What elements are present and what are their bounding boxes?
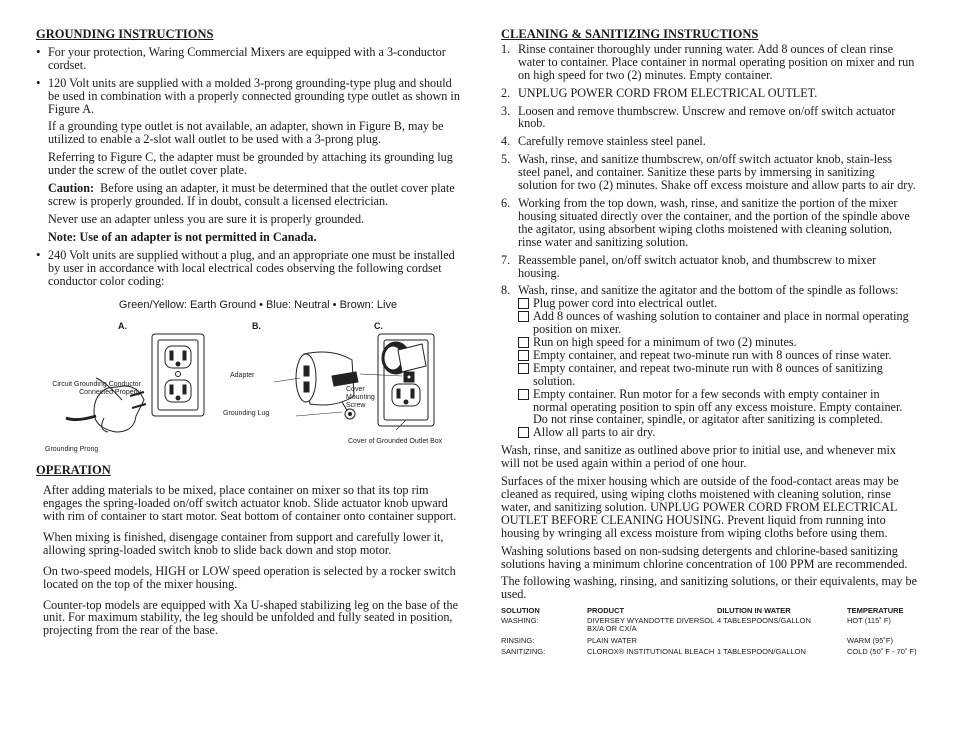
cleaning-step: 8. Wash, rinse, and sanitize the agitator and the bottom of the spindle as follows: <box>501 283 899 298</box>
cleaning-heading: CLEANING & SANITIZING INSTRUCTIONS <box>501 27 759 41</box>
substep-item: Plug power cord into electrical outlet. <box>518 297 917 310</box>
cleaning-paragraph-initial-use: Wash, rinse, and sanitize as outlined above prior to initial use, and whenever mix will not be used again within a period of one hour. <box>501 443 897 471</box>
table-cell: COLD (50˚ F - 70˚ F) <box>847 647 917 657</box>
cleaning-step: 5. Wash, rinse, and sanitize thumbscrew, on/off switch actuator knob, stain-less steel panel, and container. Sanitize these parts by immersing in sanitizing solution for two (2) minutes. Shake off excess moisture and allow parts to air dry. <box>501 152 916 193</box>
table-cell: 4 TABLESPOONS/GALLON <box>717 615 811 625</box>
cleaning-paragraph-solutions: Washing solutions based on non-sudsing detergents and chlorine-based sanitizing solutions having a minimum chlorine concentration of 100 PPM are recommended. <box>501 543 908 571</box>
table-header: TEMPERATURE <box>847 606 904 616</box>
checkbox-icon <box>518 311 529 322</box>
adapter-paragraph: If a grounding type outlet is not available, an adapter, shown in Figure B, may be utilized to enable a 2-slot wall outlet to be used with a 3-prong plug. <box>48 119 444 147</box>
cleaning-paragraph-equivalents: The following washing, rinsing, and sanitizing solutions, or their equivalents, may be used. <box>501 574 917 602</box>
checkbox-icon <box>518 389 529 400</box>
figure-b-label-lug: Grounding Lug <box>223 410 270 418</box>
cleaning-paragraph-housing: Surfaces of the mixer housing which are outside of the food-contact areas may be cleaned as required, using wiping cloths moistened with cleaning solution, rinse water, and sanitizing solution. UNPLUG POWER CORD FROM ELECTRICAL OUTLET BEFORE CLEANING HOUSING. Prevent liquid from running into housing by wringing all excess moisture from wiping cloths before using them. <box>501 474 899 540</box>
table-cell: HOT (115˚ F) <box>847 615 891 625</box>
checkbox-icon <box>518 337 529 348</box>
table-header: DILUTION IN WATER <box>717 606 791 616</box>
table-row <box>501 634 917 646</box>
grounding-bullet-240v: • 240 Volt units are supplied without a plug, and an appropriate one must be installed by user in accordance with local electrical codes observing the following cordset conductor color coding: <box>36 249 460 288</box>
figure-a-label-prong: Grounding Prong <box>45 446 99 454</box>
agitator-substeps <box>501 297 917 439</box>
cleaning-step: 3. Loosen and remove thumbscrew. Unscrew and remove on/off switch actuator knob. <box>501 103 896 131</box>
left-column <box>36 28 460 645</box>
right-column <box>501 28 917 657</box>
table-cell <box>717 634 847 646</box>
operation-paragraph-1: After adding materials to be mixed, place container on mixer so that its top rim engages the spring-loaded on/off switch actuator knob. Slide actuator knob upward with rim of container to start motor. Seat bottom of container onto container support. <box>43 483 457 524</box>
canada-note: Note: Use of an adapter is not permitted in Canada. <box>48 229 317 244</box>
table-row <box>501 617 917 634</box>
caution-paragraph <box>36 182 460 208</box>
figure-c-label-box: Cover of Grounded Outlet Box <box>348 438 443 446</box>
table-cell: 1 TABLESPOON/GALLON <box>717 647 806 657</box>
cleaning-step: 7. Reassemble panel, on/off switch actuator knob, and thumbscrew to mixer housing. <box>501 252 877 280</box>
cleaning-step: 4. Carefully remove stainless steel panel. <box>501 134 706 149</box>
table-cell: SANITIZING: <box>501 647 546 657</box>
operation-paragraph-2: When mixing is finished, disengage container from support and carefully lower it, allowing spring-loaded switch knob to slide back down and stop motor. <box>43 529 444 557</box>
figure-c-title: C. <box>374 321 383 332</box>
grounding-bullet-cordset: • For your protection, Waring Commercial Mixers are equipped with a 3-conductor cordset. <box>36 46 460 72</box>
cleaning-step: 1. Rinse container thoroughly under running water. Add 8 ounces of clean rinse water to container. Place container in normal operating position on mixer and run on high speed for two (2) minutes. Empty container. <box>501 41 915 82</box>
substep-item: Empty container, and repeat two-minute run with 8 ounces of sanitizing solution. <box>518 362 917 388</box>
checkbox-icon <box>518 363 529 374</box>
figure-b-title: B. <box>252 321 261 332</box>
operation-paragraph-4: Counter-top models are equipped with Xa U-shaped stabilizing leg on the base of the unit. For maximum stability, the leg should be unfolded and fully seated in position, projecting from the rear of the base. <box>43 597 459 638</box>
table-cell: PLAIN WATER <box>587 635 638 645</box>
cleaning-step: 2. UNPLUG POWER CORD FROM ELECTRICAL OUTLET. <box>501 85 818 100</box>
figure-c-paragraph: Referring to Figure C, the adapter must be grounded by attaching its grounding lug under the screw of the outlet cover plate. <box>48 150 453 178</box>
substep-item: Allow all parts to air dry. <box>518 426 917 439</box>
table-row <box>501 645 917 657</box>
table-cell: WASHING: <box>501 615 539 625</box>
grounding-heading: GROUNDING INSTRUCTIONS <box>36 27 214 41</box>
never-paragraph: Never use an adapter unless you are sure it is properly grounded. <box>48 211 365 226</box>
checkbox-icon <box>518 350 529 361</box>
figure-c-label-screw: Cover Mounting Screw <box>346 386 375 410</box>
grounding-bullet-120v: • 120 Volt units are supplied with a molded 3-prong grounding-type plug and should be used in combination with a properly connected grounding type outlet as shown in Figure A. <box>36 77 460 116</box>
checkbox-icon <box>518 427 529 438</box>
color-coding-line: Green/Yellow: Earth Ground • Blue: Neutral • Brown: Live <box>118 299 398 312</box>
table-cell: CLOROX® INSTITUTIONAL BLEACH <box>587 647 715 657</box>
substep-item: Empty container. Run motor for a few seconds with empty container in normal operating position to spin off any excess moisture. Empty container. Do not rinse container, spindle, or agitator after sanitizing is completed. <box>518 388 917 427</box>
caution-label: Caution: <box>48 181 95 196</box>
figure-a-title: A. <box>118 321 127 332</box>
substep-item: Empty container, and repeat two-minute run with 8 ounces of rinse water. <box>518 349 917 362</box>
solutions-table <box>501 607 917 657</box>
table-cell: RINSING: <box>501 635 535 645</box>
grounding-figures <box>36 320 460 456</box>
figure-b-label-adapter: Adapter <box>230 372 255 380</box>
cleaning-step: 6. Working from the top down, wash, rinse, and sanitize the portion of the mixer housing situated directly over the container, and the portion of the spindle above the agitator, using absorbent wiping cloths moistened with cleaning solution, rinse water and sanitizing solution. <box>501 195 910 249</box>
figure-a-label-conductor: Circuit Grounding Conductor Connected Properly <box>52 381 141 397</box>
table-header: PRODUCT <box>587 606 625 616</box>
table-header: SOLUTION <box>501 606 540 616</box>
figure-c-outlet-illustration <box>360 334 434 430</box>
operation-paragraph-3: On two-speed models, HIGH or LOW speed operation is selected by a rocker switch located on the top of the mixer housing. <box>43 563 456 591</box>
operation-heading: OPERATION <box>36 463 111 478</box>
table-cell: WARM (95˚F) <box>847 635 893 645</box>
table-cell: DIVERSEY WYANDOTTE DIVERSOL BX/A OR CX/A <box>587 615 714 634</box>
checkbox-icon <box>518 298 529 309</box>
substep-item: Add 8 ounces of washing solution to container and place in normal operating position on mixer. <box>518 310 917 336</box>
caution-text: Before using an adapter, it must be determined that the outlet cover plate screw is properly grounded. If in doubt, consult a licensed electrician. <box>48 181 455 208</box>
substep-item: Run on high speed for a minimum of two (2) minutes. <box>518 336 917 349</box>
